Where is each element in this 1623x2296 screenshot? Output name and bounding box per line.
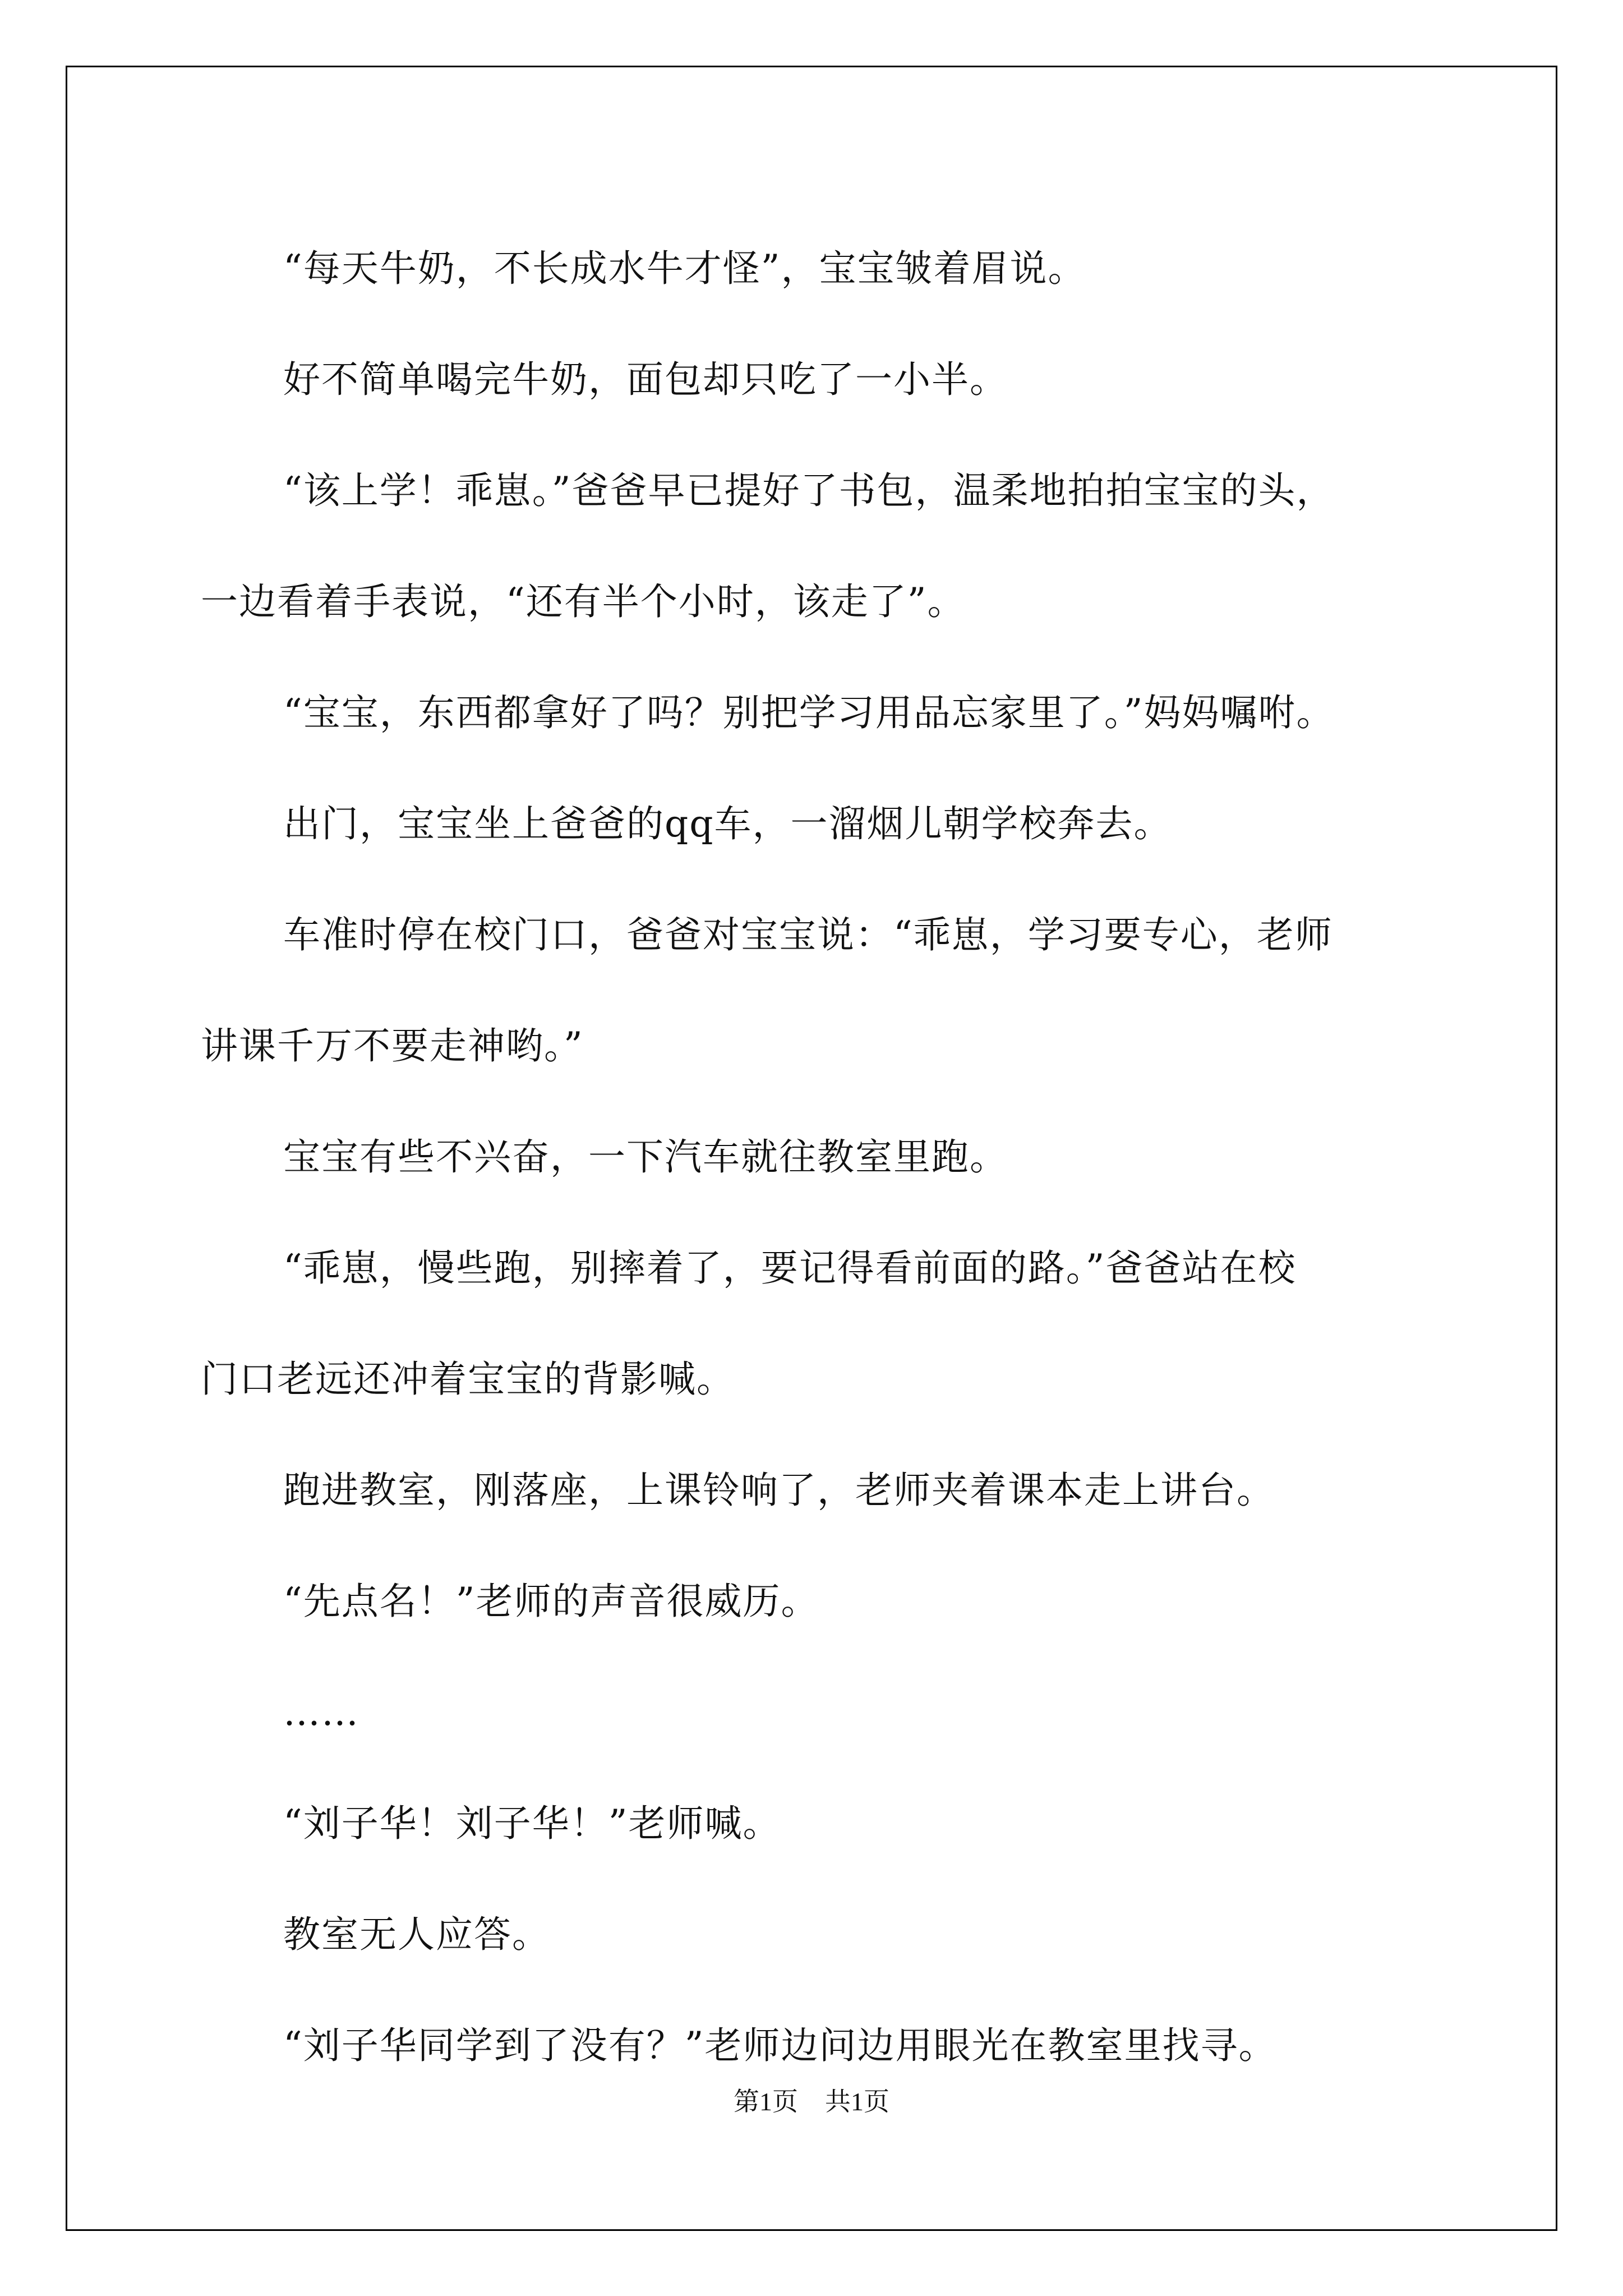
paragraph-line: “该上学！乖崽。”爸爸早已提好了书包，温柔地拍拍宝宝的头，: [283, 469, 1335, 512]
paragraph-line: 讲课千万不要走神哟。”: [201, 1024, 584, 1068]
document-body: [201, 213, 1435, 2101]
paragraph-line: 宝宝有些不兴奋，一下汽车就往教室里跑。: [283, 1135, 1008, 1179]
paragraph-line: 教室无人应答。: [283, 1913, 550, 1956]
page-number-current: 第1页: [734, 2087, 798, 2116]
paragraph-line: “先点名！”老师的声音很威历。: [283, 1580, 819, 1623]
paragraph-line: “乖崽，慢些跑，别摔着了，要记得看前面的路。”爸爸站在校: [283, 1246, 1297, 1290]
paragraph-line: 跑进教室，刚落座，上课铃响了，老师夹着课本走上讲台。: [283, 1469, 1275, 1512]
paragraph-line: 好不简单喝完牛奶，面包却只吃了一小半。: [283, 358, 1008, 401]
paragraph-line: “刘子华同学到了没有？”老师边问边用眼光在教室里找寻。: [283, 2024, 1277, 2067]
paragraph-line: 门口老远还冲着宝宝的背影喊。: [201, 1358, 735, 1401]
paragraph-line: ……: [283, 1691, 359, 1734]
paragraph-line: “刘子华！刘子华！”老师喊。: [283, 1802, 781, 1845]
paragraph-line: 出门，宝宝坐上爸爸的qq车，一溜烟儿朝学校奔去。: [283, 802, 1172, 845]
page-footer: [0, 2081, 1623, 2118]
page-number-total: 共1页: [825, 2087, 889, 2116]
paragraph-line: 一边看着手表说，“还有半个小时，该走了”。: [201, 580, 966, 623]
paragraph-line: “每天牛奶，不长成水牛才怪”，宝宝皱着眉说。: [283, 247, 1086, 290]
paragraph-line: “宝宝，东西都拿好了吗？别把学习用品忘家里了。”妈妈嘱咐。: [283, 691, 1335, 734]
paragraph-line: 车准时停在校门口，爸爸对宝宝说：“乖崽，学习要专心，老师: [283, 913, 1333, 956]
